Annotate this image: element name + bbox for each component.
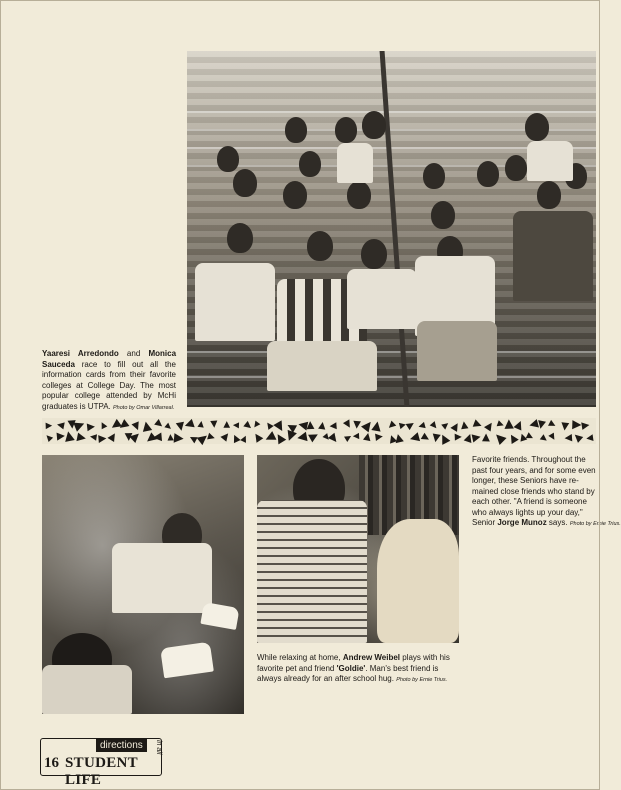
caption-name: Monica Sauceda [42, 349, 177, 369]
caption-line: who always lights up your day," [472, 507, 583, 517]
caption-name: Jorge Munoz [497, 518, 547, 527]
caption-text: says. [546, 518, 568, 527]
section-tag-side: in all [155, 740, 162, 755]
photo-credit: Photo by Omar Villarreal. [113, 404, 175, 411]
photo-credit: Photo by Ernie Trius. [396, 677, 448, 683]
caption-text: plays with his favorite pet and friend [257, 653, 450, 673]
caption-text: Senior [472, 518, 498, 527]
caption-text: . Man's best friend is always already for an after school hug. [257, 663, 439, 683]
caption-line: past four years, and for some even [472, 465, 596, 475]
caption-pet-name: 'Goldie' [336, 663, 366, 673]
caption-text: and [118, 349, 149, 358]
caption-text: While relaxing at home, [257, 653, 343, 662]
caption-line: each other. "A friend is someone [472, 497, 587, 506]
caption-line: mained close friends who stand by [472, 486, 595, 496]
section-title: STUDENT LIFE [65, 755, 138, 788]
caption-line: Favorite friends. Throughout the [472, 455, 586, 464]
page-number: 16 [44, 755, 59, 771]
section-tag: directions [96, 739, 147, 752]
caption-name: Yaaresi Arredondo [42, 349, 119, 358]
caption-name: Andrew Weibel [342, 653, 401, 662]
caption-text: race to fill out all the information cards from their favorite colleges at College Day. The most popular college attended by McHi graduates is UTPA. [42, 359, 176, 411]
caption-line: longer, these Seniors have re- [472, 476, 579, 485]
photo-credit: Photo by Ernie Trius. [569, 521, 621, 527]
